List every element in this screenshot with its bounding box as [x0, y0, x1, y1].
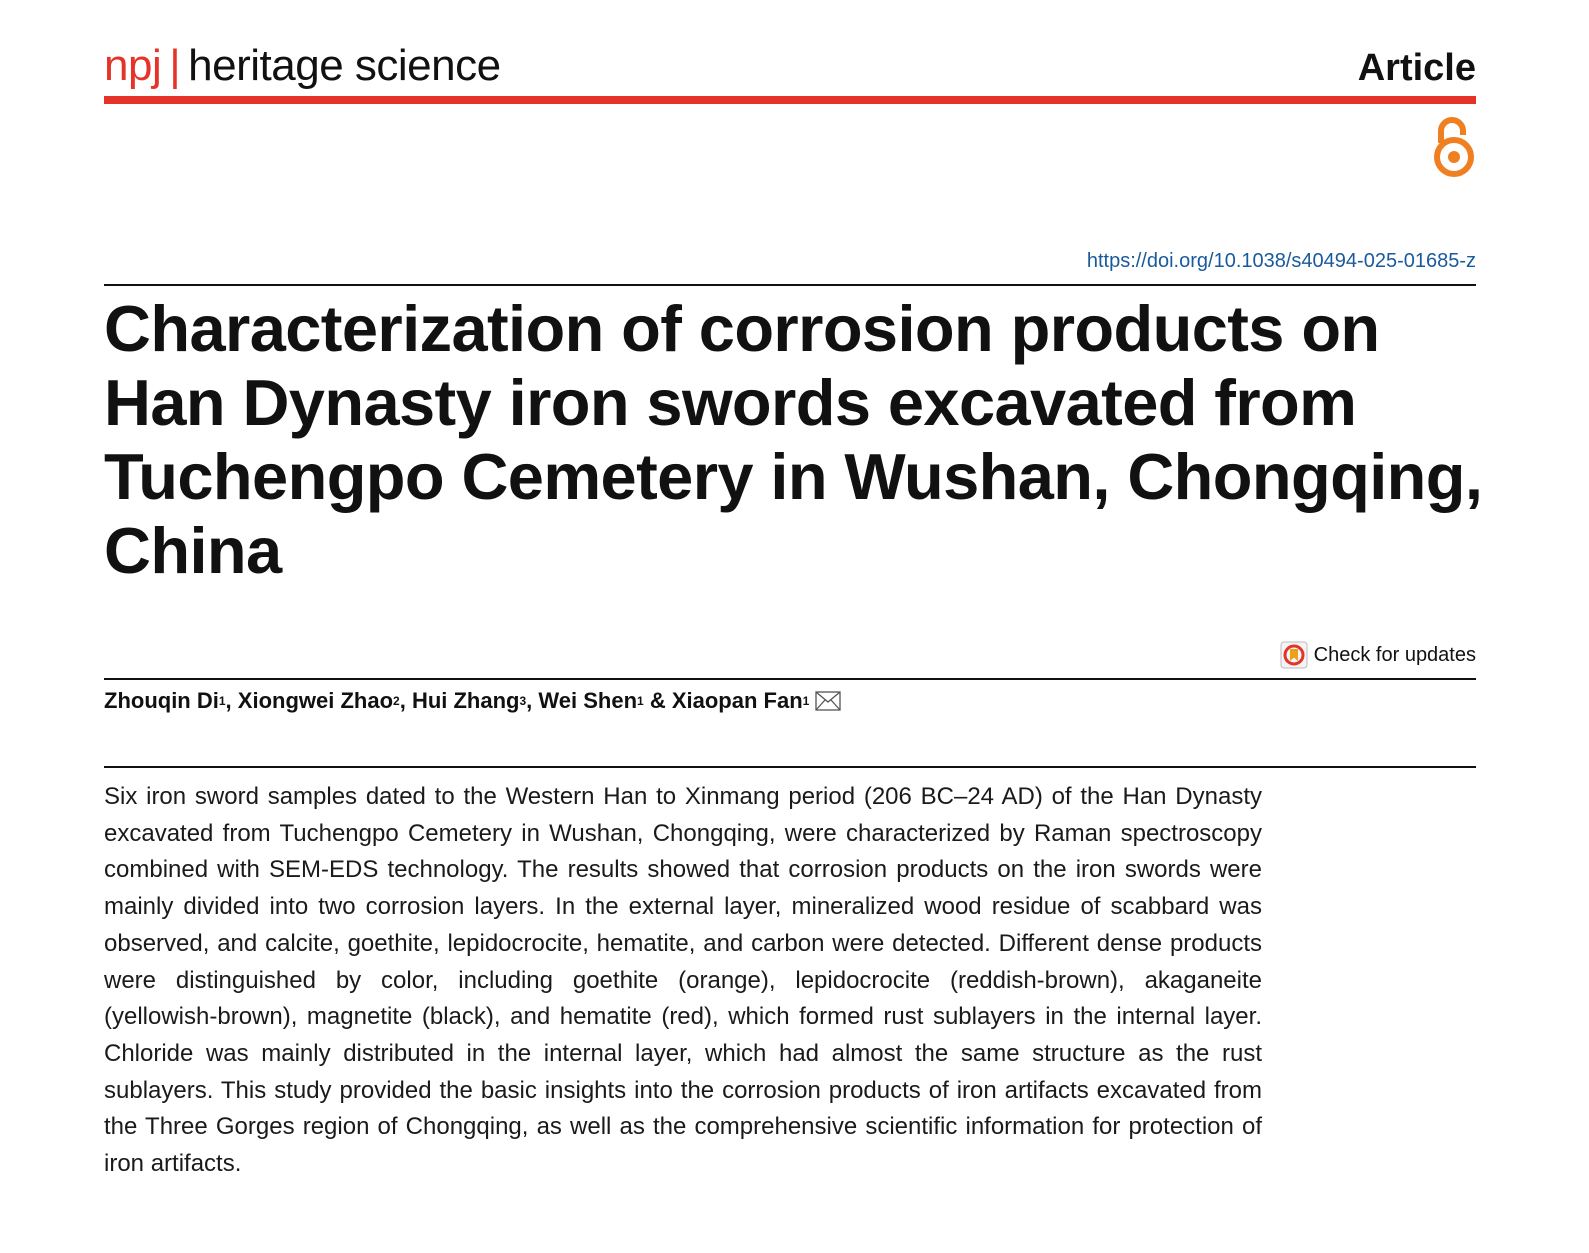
author-affiliation: 1: [802, 694, 810, 708]
check-for-updates-button[interactable]: [1280, 640, 1476, 670]
author-separator: &: [643, 688, 672, 713]
authors-top-rule: [104, 678, 1476, 680]
title-top-rule: [104, 284, 1476, 286]
author-name[interactable]: Wei Shen: [538, 688, 638, 713]
check-updates-icon: [1280, 641, 1308, 669]
journal-logo[interactable]: [104, 38, 501, 94]
author-name[interactable]: Xiaopan Fan: [671, 688, 803, 713]
author-separator: ,: [526, 688, 539, 713]
author-affiliation: 3: [519, 694, 527, 708]
author-separator: ,: [399, 688, 412, 713]
author-affiliation: 2: [393, 694, 400, 708]
header-divider: [104, 96, 1476, 104]
journal-name: heritage science: [188, 41, 501, 90]
author-list: [104, 686, 841, 716]
author-name[interactable]: Zhouqin Di: [104, 688, 219, 713]
check-for-updates-label: Check for updates: [1313, 643, 1476, 666]
abstract-top-rule: [104, 766, 1476, 768]
open-access-icon: [1432, 113, 1476, 181]
doi-link[interactable]: https://doi.org/10.1038/s40494-025-01685-z: [1086, 250, 1476, 272]
author-name[interactable]: Xiongwei Zhao: [237, 688, 394, 713]
article-type-label: Article: [1357, 47, 1476, 89]
article-title: Characterization of corrosion products on Han Dynasty iron swords excavated from Tuchengpo Cemetery in Wushan, Chongqing, China: [104, 292, 1483, 587]
email-icon[interactable]: [815, 691, 841, 711]
abstract-text: Six iron sword samples dated to the Western Han to Xinmang period (206 BC–24 AD) of the Han Dynasty excavated from Tuchengpo Cemetery in Wushan, Chongqing, were characterized by Raman spectroscopy combined with SEM-EDS technology. The results showed that corrosion products on the iron swords were mainly divided into two corrosion layers. In the external layer, mineralized wood residue of scabbard was observed, and calcite, goethite, lepidocrocite, hematite, and carbon were detected. Different dense products were distinguished by color, including goethite (orange), lepidocrocite (reddish-brown), akaganeite (yellowish-brown), magnetite (black), and hematite (red), which formed rust sublayers in the internal layer. Chloride was mainly distributed in the internal layer, which had almost the same structure as the rust sublayers. This study provided the basic insights into the corrosion products of iron artifacts excavated from the Three Gorges region of Chongqing, as well as the comprehensive scientific information for protection of iron artifacts.: [104, 783, 1262, 1178]
author-name[interactable]: Hui Zhang: [411, 688, 520, 713]
author-affiliation: 1: [218, 694, 226, 708]
journal-separator: |: [169, 41, 181, 90]
journal-prefix: npj: [104, 41, 162, 90]
author-separator: ,: [225, 688, 238, 713]
author-affiliation: 1: [637, 694, 644, 708]
